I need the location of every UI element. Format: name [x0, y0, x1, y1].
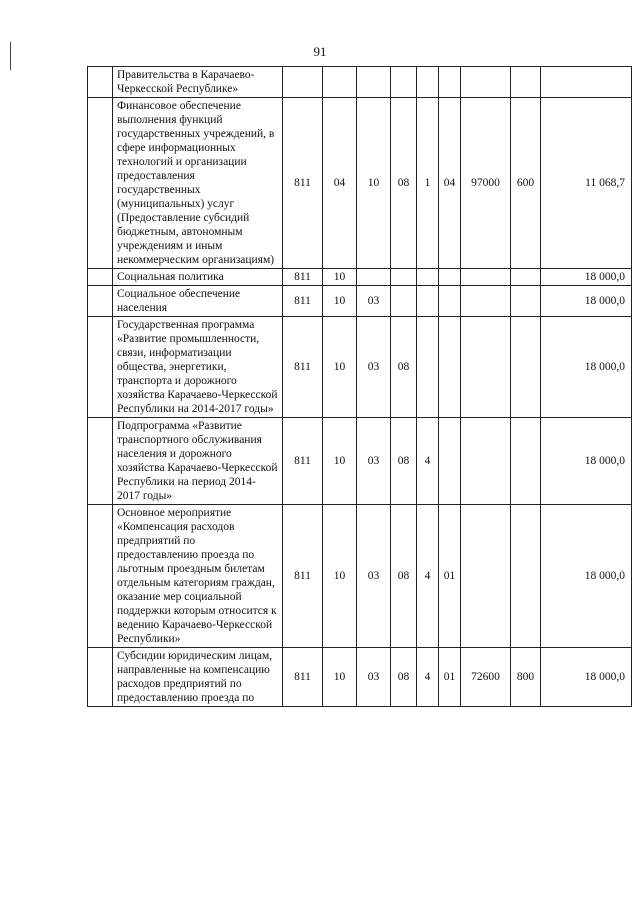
ministry-code-cell: 811	[283, 269, 323, 286]
direction-code-cell	[461, 505, 511, 648]
amount-cell: 18 000,0	[541, 269, 632, 286]
program-code-cell: 08	[391, 317, 417, 418]
program-code-cell: 08	[391, 648, 417, 707]
subprogram-code-cell	[417, 269, 439, 286]
expense-type-code-cell	[511, 286, 541, 317]
section-code-cell: 10	[323, 505, 357, 648]
subprogram-code-cell: 4	[417, 418, 439, 505]
direction-code-cell	[461, 286, 511, 317]
expense-type-code-cell: 600	[511, 98, 541, 269]
section-code-cell: 04	[323, 98, 357, 269]
direction-code-cell: 72600	[461, 648, 511, 707]
index-cell	[88, 286, 113, 317]
index-cell	[88, 317, 113, 418]
index-cell	[88, 67, 113, 98]
table-row	[88, 98, 632, 269]
table-body	[88, 67, 632, 707]
subsection-code-cell: 03	[357, 505, 391, 648]
section-code-cell: 10	[323, 648, 357, 707]
program-code-cell	[391, 269, 417, 286]
program-code-cell: 08	[391, 418, 417, 505]
direction-code-cell	[461, 67, 511, 98]
direction-code-cell: 97000	[461, 98, 511, 269]
index-cell	[88, 269, 113, 286]
expense-type-code-cell: 800	[511, 648, 541, 707]
subprogram-code-cell	[417, 317, 439, 418]
page-number: 91	[313, 44, 327, 59]
amount-cell: 11 068,7	[541, 98, 632, 269]
ministry-code-cell: 811	[283, 505, 323, 648]
table-row	[88, 67, 632, 98]
subsection-code-cell	[357, 269, 391, 286]
ministry-code-cell	[283, 67, 323, 98]
main-event-code-cell	[439, 269, 461, 286]
subsection-code-cell: 10	[357, 98, 391, 269]
amount-cell: 18 000,0	[541, 418, 632, 505]
expense-type-code-cell	[511, 269, 541, 286]
expense-type-code-cell	[511, 67, 541, 98]
description-cell: Социальная политика	[113, 269, 283, 286]
description-cell: Основное мероприятие «Компенсация расходов предприятий по предоставлению проезда по льготным проездным билетам отдельным категориям граждан, оказание мер социальной поддержки которым относится к ведению Карачаево-Черкесской Республики»	[113, 505, 283, 648]
program-code-cell	[391, 67, 417, 98]
description-cell: Субсидии юридическим лицам, направленные на компенсацию расходов предприятий по предоставлению проезда по	[113, 648, 283, 707]
index-cell	[88, 418, 113, 505]
subprogram-code-cell: 4	[417, 505, 439, 648]
description-cell: Подпрограмма «Развитие транспортного обслуживания населения и дорожного хозяйства Карачаево-Черкесской Республики на период 2014-2017 годы»	[113, 418, 283, 505]
table-row	[88, 269, 632, 286]
direction-code-cell	[461, 269, 511, 286]
expense-type-code-cell	[511, 317, 541, 418]
main-event-code-cell	[439, 418, 461, 505]
main-event-code-cell: 04	[439, 98, 461, 269]
main-event-code-cell: 01	[439, 648, 461, 707]
section-code-cell: 10	[323, 317, 357, 418]
subsection-code-cell: 03	[357, 286, 391, 317]
main-event-code-cell: 01	[439, 505, 461, 648]
section-code-cell: 10	[323, 286, 357, 317]
program-code-cell: 08	[391, 98, 417, 269]
main-event-code-cell	[439, 286, 461, 317]
direction-code-cell	[461, 317, 511, 418]
ministry-code-cell: 811	[283, 286, 323, 317]
table-row	[88, 286, 632, 317]
ministry-code-cell: 811	[283, 648, 323, 707]
subsection-code-cell: 03	[357, 418, 391, 505]
ministry-code-cell: 811	[283, 317, 323, 418]
direction-code-cell	[461, 418, 511, 505]
section-code-cell: 10	[323, 418, 357, 505]
section-code-cell: 10	[323, 269, 357, 286]
ministry-code-cell: 811	[283, 98, 323, 269]
description-cell: Правительства в Карачаево-Черкесской Республике»	[113, 67, 283, 98]
subprogram-code-cell: 4	[417, 648, 439, 707]
amount-cell: 18 000,0	[541, 648, 632, 707]
description-cell: Финансовое обеспечение выполнения функций государственных учреждений, в сфере информационных технологий и организации предоставления государственных (муниципальных) услуг (Предоставление субсидий бюджетным, автономным учреждениям и иным некоммерческим организациям)	[113, 98, 283, 269]
subprogram-code-cell	[417, 286, 439, 317]
table-row	[88, 505, 632, 648]
subprogram-code-cell	[417, 67, 439, 98]
subsection-code-cell	[357, 67, 391, 98]
table-row	[88, 648, 632, 707]
subsection-code-cell: 03	[357, 317, 391, 418]
amount-cell: 18 000,0	[541, 505, 632, 648]
subsection-code-cell: 03	[357, 648, 391, 707]
table-row	[88, 317, 632, 418]
index-cell	[88, 648, 113, 707]
program-code-cell: 08	[391, 505, 417, 648]
index-cell	[88, 505, 113, 648]
section-code-cell	[323, 67, 357, 98]
expense-type-code-cell	[511, 418, 541, 505]
table-row	[88, 418, 632, 505]
description-cell: Государственная программа «Развитие промышленности, связи, информатизации общества, энергетики, транспорта и дорожного хозяйства Карачаево-Черкесской Республики на 2014-2017 годы»	[113, 317, 283, 418]
subprogram-code-cell: 1	[417, 98, 439, 269]
main-event-code-cell	[439, 67, 461, 98]
expense-type-code-cell	[511, 505, 541, 648]
amount-cell	[541, 67, 632, 98]
index-cell	[88, 98, 113, 269]
main-event-code-cell	[439, 317, 461, 418]
description-cell: Социальное обеспечение населения	[113, 286, 283, 317]
amount-cell: 18 000,0	[541, 286, 632, 317]
ministry-code-cell: 811	[283, 418, 323, 505]
program-code-cell	[391, 286, 417, 317]
budget-table	[87, 66, 632, 707]
amount-cell: 18 000,0	[541, 317, 632, 418]
